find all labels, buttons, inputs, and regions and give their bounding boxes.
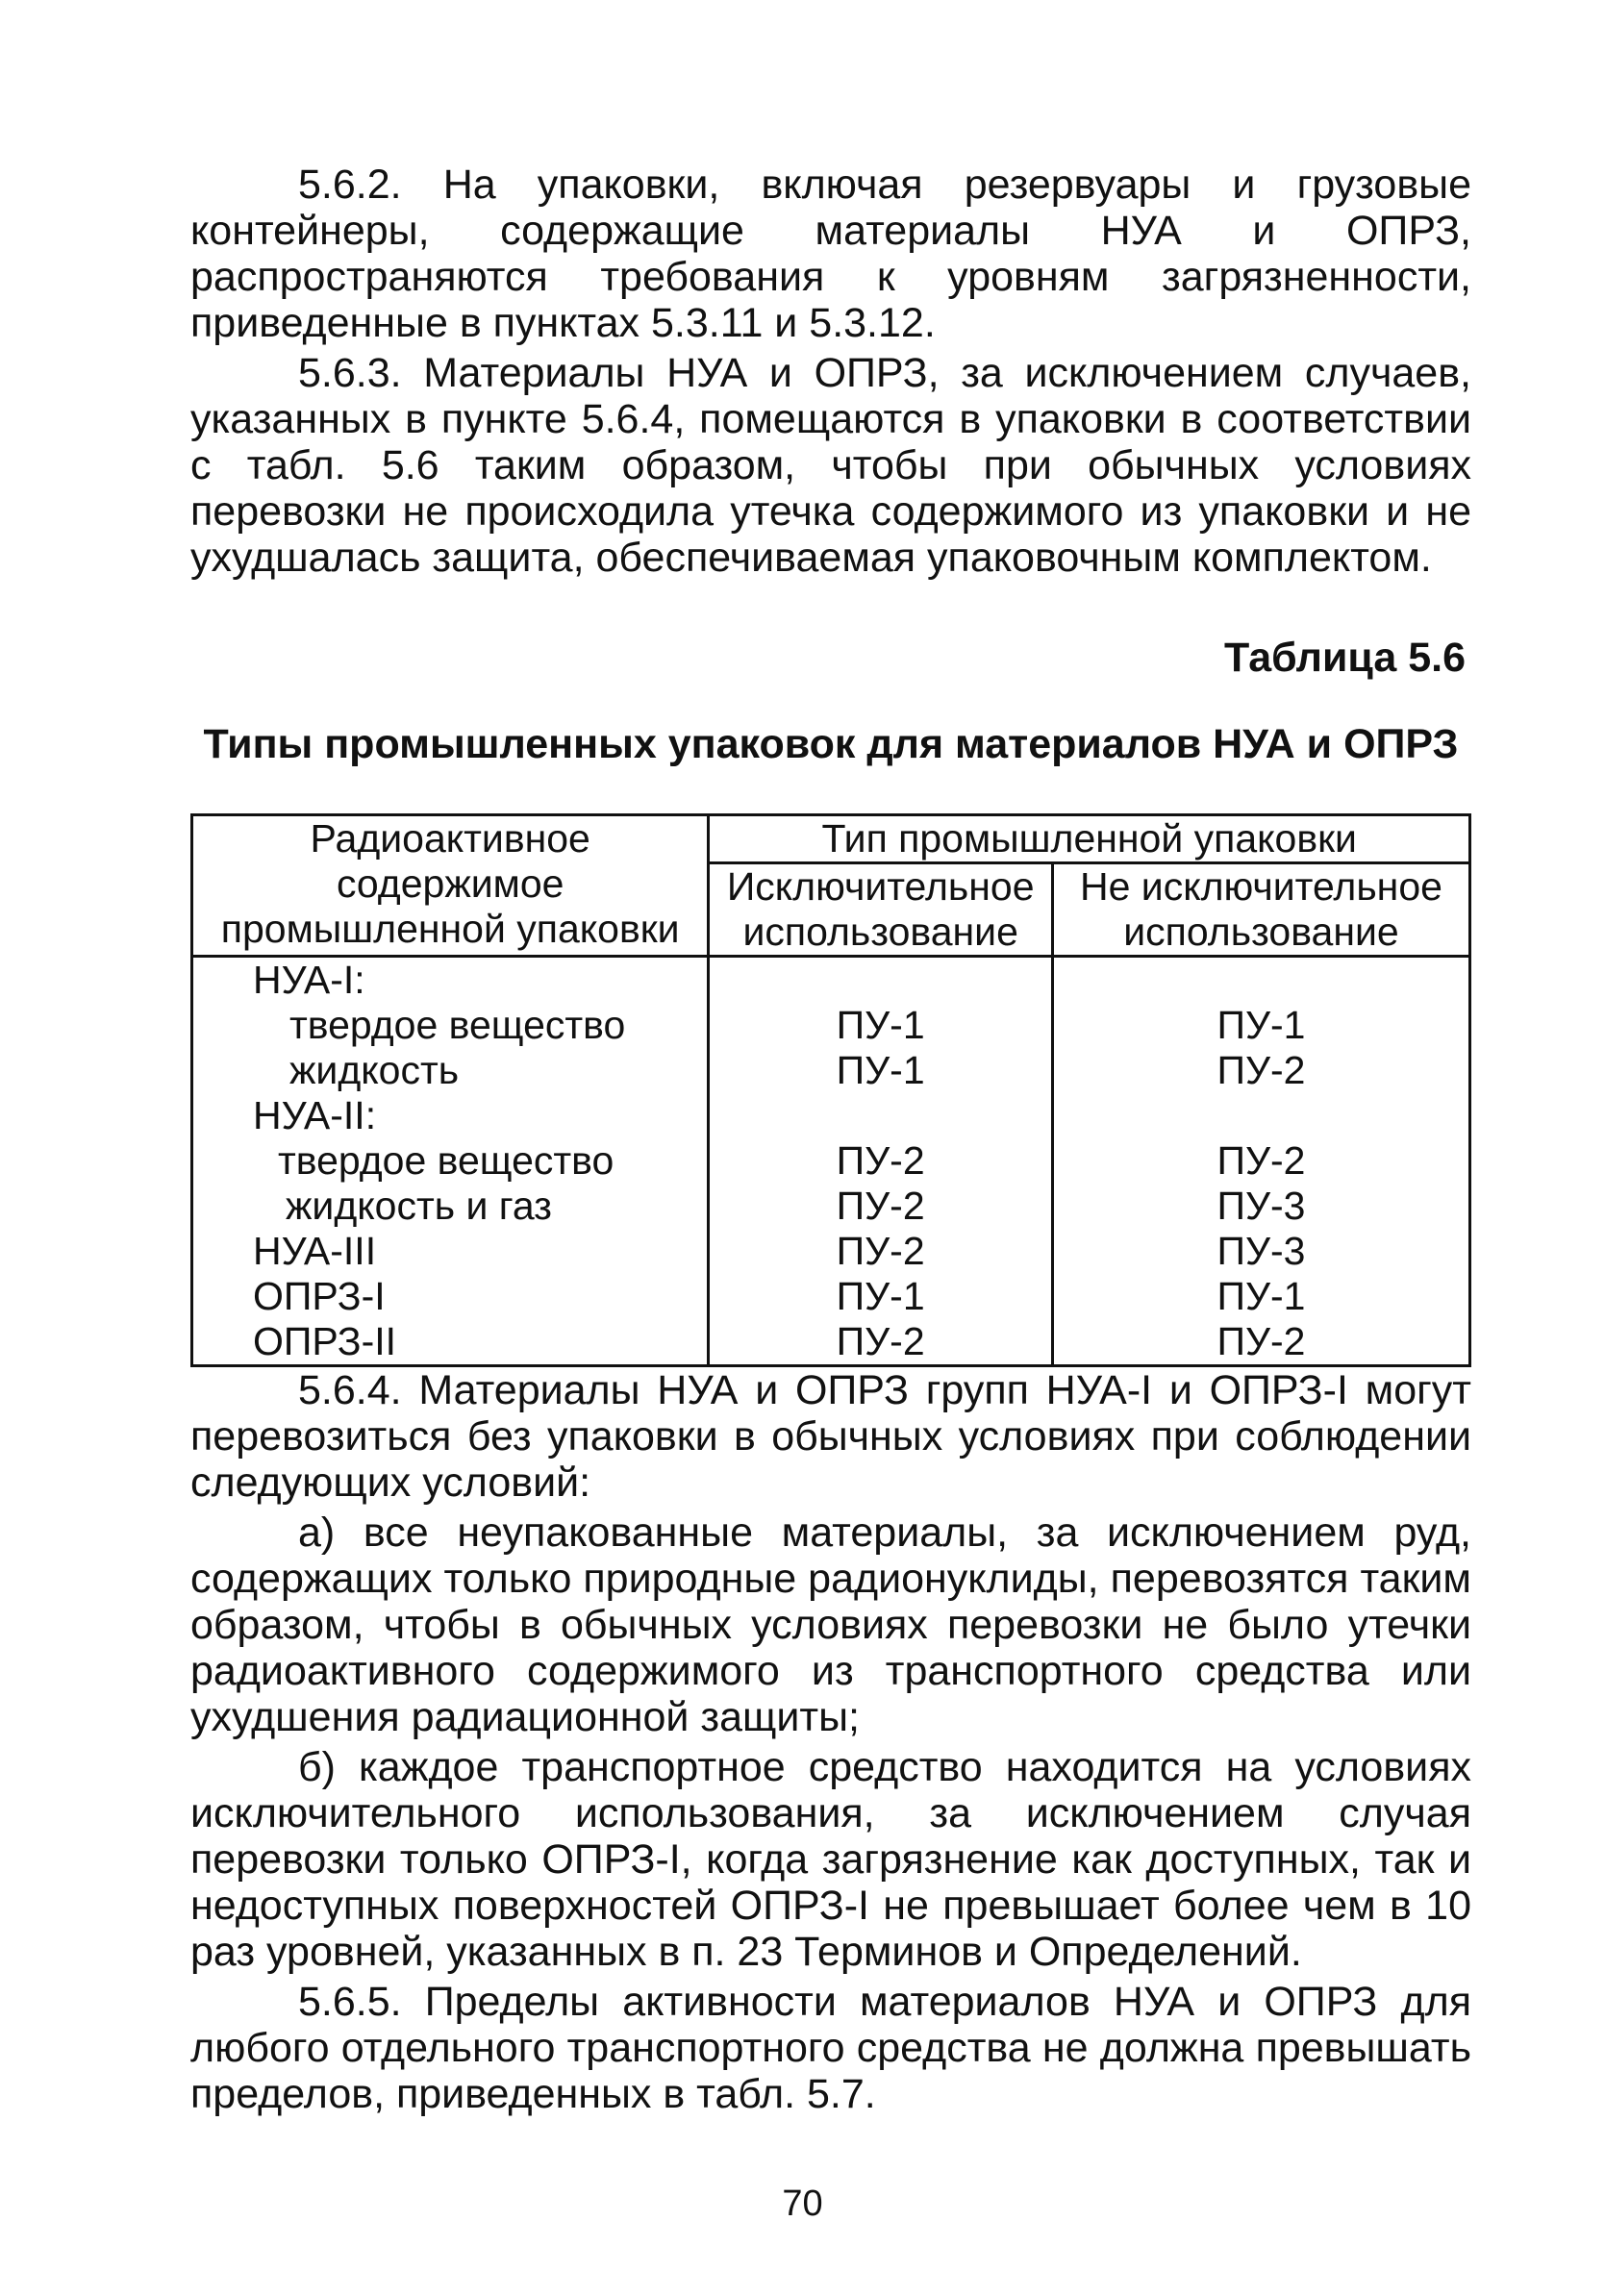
header-package-type: Тип промышленной упаковки [709,815,1470,863]
header-radioactive-content: Радиоактивное содержимое промышленной упаковки [192,815,709,957]
table-cell: ПУ-2 [1216,1319,1306,1363]
table-cell: НУА-I: [253,958,365,1002]
table-cell: твердое вещество [278,1138,614,1183]
paragraph-5-6-2: 5.6.2. На упаковки, включая резервуары и грузовые контейнеры, содержащие материалы НУА и ОПРЗ, распространяются требования к уровням загрязненности, приведенные в пунктах 5.3.11 и 5.3.12. [190,162,1471,346]
table-cell: твердое вещество [289,1003,626,1047]
table-cell: жидкость [289,1048,460,1092]
table-cell: ПУ-1 [836,1003,925,1047]
table-title: Типы промышленных упаковок для материалов НУА и ОПРЗ [203,721,1459,767]
table-cell [1054,958,1468,1003]
table-cell: ПУ-1 [836,1048,925,1092]
table-cell: НУА-II: [253,1093,377,1137]
table-cell: ПУ-3 [1216,1229,1306,1273]
table-cell: ПУ-2 [836,1319,925,1363]
non-exclusive-column [1052,957,1469,1366]
table-cell: ПУ-1 [1216,1274,1306,1318]
table-cell: ПУ-1 [1216,1003,1306,1047]
table-cell [710,958,1051,1003]
document-page [190,162,1471,2117]
paragraph-5-6-3: 5.6.3. Материалы НУА и ОПРЗ, за исключением случаев, указанных в пункте 5.6.4, помещаются в упаковки в соответствии с табл. 5.6 таким образом, чтобы при обычных условиях перевозки не происходила утечка содержимого из упаковки и не ухудшалась защита, обеспечиваемая упаковочным комплектом. [190,350,1471,581]
table-cell: НУА-III [253,1229,377,1273]
table-cell: ПУ-3 [1216,1184,1306,1228]
packaging-types-table [190,813,1471,1367]
paragraph-item-b: б) каждое транспортное средство находится на условиях исключительного использования, за исключением случая перевозки только ОПРЗ-I, когда загрязнение как доступных, так и недоступных поверхностей ОПРЗ-I не превышает более чем в 10 раз уровней, указанных в п. 23 Терминов и Определений. [190,1744,1471,1975]
page-number: 70 [782,2184,823,2224]
table-cell [710,1093,1051,1138]
table-cell: ПУ-2 [1216,1048,1306,1092]
content-column [192,957,709,1366]
table-cell: ПУ-2 [836,1138,925,1183]
paragraph-item-a: а) все неупакованные материалы, за исключением руд, содержащих только природные радионуклиды, перевозятся таким образом, чтобы в обычных условиях перевозки не было утечки радиоактивного содержимого из транспортного средства или ухудшения радиационной защиты; [190,1510,1471,1740]
table-cell: ПУ-1 [836,1274,925,1318]
table-cell: ПУ-2 [836,1184,925,1228]
table-header-row [192,815,1470,863]
table-number: Таблица 5.6 [1224,635,1466,681]
header-non-exclusive-use: Не исключительное использование [1052,863,1469,957]
header-exclusive-use: Исключительное использование [709,863,1053,957]
table-cell: ОПРЗ-I [253,1274,386,1318]
table-cell: ПУ-2 [836,1229,925,1273]
table-body-row [192,957,1470,1366]
exclusive-column [709,957,1053,1366]
table-cell: жидкость и газ [286,1184,552,1228]
table-cell: ПУ-2 [1216,1138,1306,1183]
table-cell [1054,1093,1468,1138]
table-cell: ОПРЗ-II [253,1319,397,1363]
paragraph-5-6-4: 5.6.4. Материалы НУА и ОПРЗ групп НУА-I и ОПРЗ-I могут перевозиться без упаковки в обычных условиях при соблюдении следующих условий: [190,1367,1471,1506]
paragraph-5-6-5: 5.6.5. Пределы активности материалов НУА и ОПРЗ для любого отдельного транспортного средства не должна превышать пределов, приведенных в табл. 5.7. [190,1979,1471,2117]
